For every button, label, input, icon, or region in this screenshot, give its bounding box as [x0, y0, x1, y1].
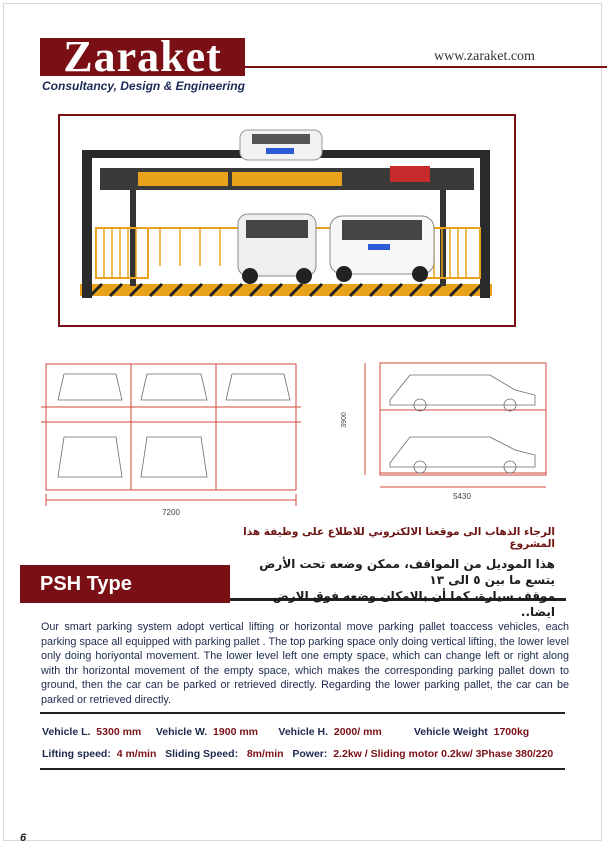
spec-label: Sliding Speed: — [165, 748, 239, 760]
brand-logo — [40, 38, 245, 76]
header-divider — [245, 66, 607, 68]
spec-label: Vehicle H. — [278, 726, 329, 738]
front-width-label: 7200 — [162, 508, 180, 517]
spec-value: 1900 mm — [213, 726, 258, 738]
website-link[interactable]: www.zaraket.com — [434, 49, 535, 64]
spec-value: 5300 mm — [96, 726, 142, 738]
spec-label: Vehicle Weight — [413, 726, 488, 738]
front-view-drawing — [36, 352, 306, 524]
product-photo — [58, 114, 516, 327]
registered-mark: ® — [232, 37, 244, 53]
spec-label: Vehicle L. — [42, 726, 91, 738]
arabic-description — [255, 556, 555, 620]
spec-row-performance — [42, 748, 553, 760]
type-label: PSH Type — [40, 573, 132, 595]
arabic-line-2: موقف سيارة، كما أن بالامكان وضعه فوق الارض ايضا.. — [272, 589, 555, 619]
spec-label: Vehicle W. — [155, 726, 208, 738]
side-height-label: 3900 — [341, 412, 348, 428]
parking-system-illustration — [60, 116, 514, 325]
product-description: Our smart parking system adopt vertical lifting or horizontal move parking pallet toaccess vehicles, each parking space all equipped with parking pallet . The top parking space only doing vertical lifting, the lower level only doing horiyontal movement. The lower level left one empty space, which can change left or right along with thr horizontal movement of the empty space, which makes the corresponding parking pallet down to ground, then the car can be parked or retrieved directly. Regarding the lower parking pallet, the car can be parked or retrieved directly. — [41, 621, 569, 706]
spec-value: 2.2kw / Sliding motor 0.2kw/ 3Phase 380/220 — [333, 748, 554, 760]
spec-value: 8m/min — [246, 748, 284, 760]
side-view-drawing — [340, 355, 556, 503]
spec-row-dimensions — [42, 726, 529, 738]
brand-name: Zaraket — [63, 38, 222, 76]
spec-value: 1700kg — [493, 726, 530, 738]
side-length-label: 5430 — [453, 492, 471, 501]
spec-value: 2000/ mm — [333, 726, 382, 738]
spec-value: 4 m/min — [116, 748, 157, 760]
specs-divider-top — [40, 712, 565, 714]
spec-label: Power: — [292, 748, 328, 760]
brand-tagline: Consultancy, Design & Engineering — [42, 79, 245, 93]
spec-label: Lifting speed: — [42, 748, 111, 760]
page-number: 6 — [20, 832, 27, 844]
specs-divider-bottom — [40, 768, 565, 770]
arabic-line-1: هذا الموديل من المواقف، ممكن وضعه تحت الأرض يتسع ما بين ٥ الى ١٣ — [259, 557, 555, 587]
arabic-website-note: الرجاء الذهاب الى موقعنا الالكتروني للاطلاع على وظيفة هذا المشروع — [243, 526, 555, 550]
